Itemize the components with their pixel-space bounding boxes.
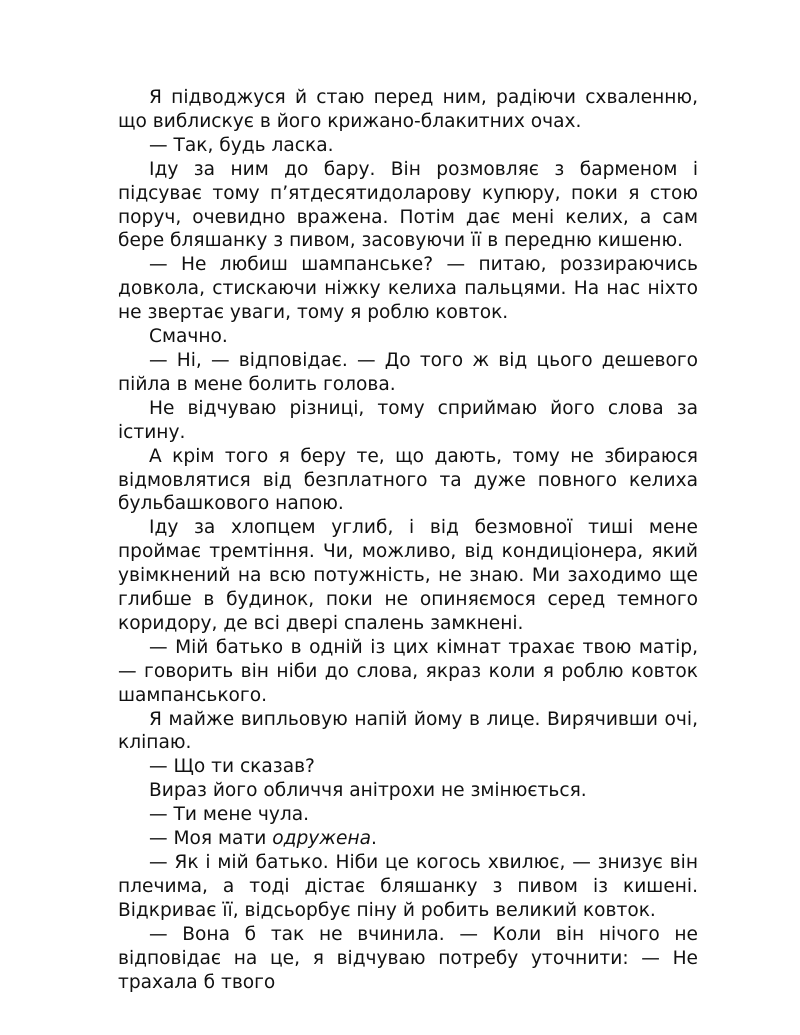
paragraph: Вираз його обличчя анітрохи не змінюється.	[149, 780, 587, 802]
book-page	[118, 86, 698, 994]
paragraph: А крім того я беру те, що дають, тому не збираюся відмовлятися від безплатного та дуже повного келиха бульбашкового напою.	[118, 445, 698, 515]
paragraph: — Ти мене чула.	[149, 804, 310, 826]
paragraph: — Не любиш шампанське? — питаю, роззираючись довкола, стискаючи ніжку келиха пальцями. На нас ніхто не звертає уваги, тому я роблю ковток.	[118, 254, 698, 324]
paragraph-with-emphasis	[118, 827, 698, 851]
paragraph: Іду за хлопцем углиб, і від безмовної тиші мене проймає тремтіння. Чи, можливо, від кондиціонера, який увімкнений на всю потужність, не знаю. Ми заходимо ще глибше в будинок, поки не опиняємося серед темного коридору, де всі двері спалень замкнені.	[118, 517, 698, 634]
paragraph: — Так, будь ласка.	[149, 134, 334, 156]
emphasized-word: одружена	[272, 828, 372, 850]
paragraph-text: .	[371, 828, 377, 850]
paragraph: Смачно.	[149, 326, 228, 348]
paragraph: Іду за ним до бару. Він розмовляє з барменом і підсуває тому п’ятдесятидоларову купюру, поки я стою поруч, очевидно вражена. Потім дає мені келих, а сам бере бляшанку з пивом, засовуючи її в передню кишеню.	[118, 158, 698, 252]
paragraph: Я підводжуся й стаю перед ним, радіючи схваленню, що виблискує в його крижано-блакитних очах.	[118, 87, 698, 132]
paragraph: Не відчуваю різниці, тому сприймаю його слова за істину.	[118, 397, 698, 443]
paragraph: — Як і мій батько. Ніби це когось хвилює, — знизує він плечима, а тоді дістає бляшанку з пивом із кишені. Відкриває її, відсьорбує піну й робить великий ковток.	[118, 852, 698, 921]
paragraph: Я майже випльовую напій йому в лице. Вирячивши очі, кліпаю.	[118, 708, 698, 754]
paragraph: — Що ти сказав?	[149, 756, 315, 778]
paragraph: — Вона б так не вчинила. — Коли він нічого не відповідає на це, я відчуваю потребу уточнити: — Не трахала б твого	[118, 923, 698, 993]
paragraph: — Ні, — відповідає. — До того ж від цього дешевого пійла в мене болить голова.	[118, 349, 698, 395]
paragraph-text: — Моя мати	[149, 828, 273, 850]
paragraph: — Мій батько в одній із цих кімнат трахає твою матір, — говорить він ніби до слова, якраз коли я роблю ковток шампанського.	[118, 636, 698, 706]
